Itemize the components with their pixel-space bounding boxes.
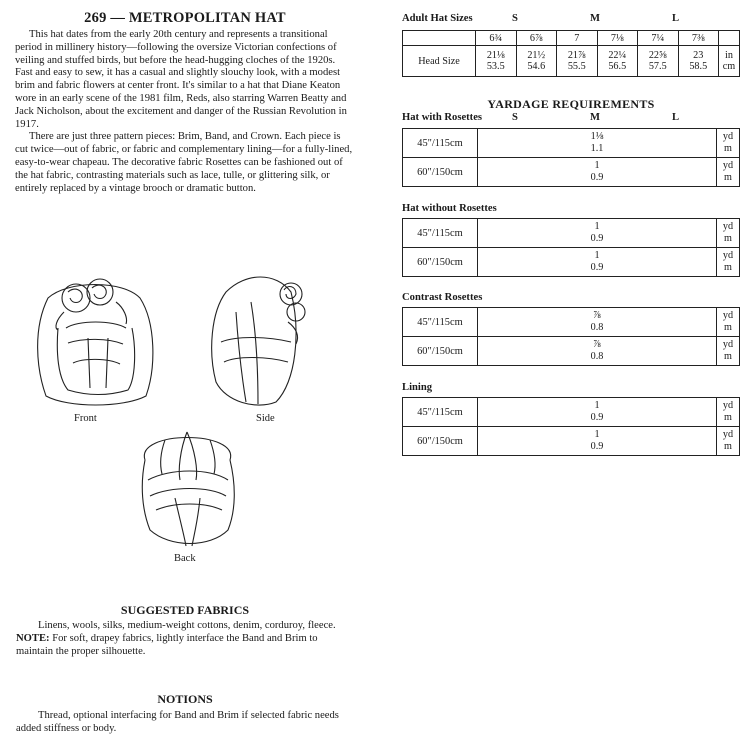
hat-size-cell: 7⅜: [678, 31, 719, 46]
yardage-group-m: M: [590, 112, 600, 123]
note-label: NOTE:: [16, 633, 50, 644]
hat-size-cell: 7: [557, 31, 598, 46]
fabrics-list: Linens, wools, silks, medium-weight cottons, denim, corduroy, fleece.: [38, 620, 336, 631]
yardage-group-s: S: [512, 112, 518, 123]
yardage-table: 45"/115cm 1 0.9 yd m 60"/150cm 1 0.9 yd m: [402, 218, 740, 277]
hat-size-cell: 7⅛: [597, 31, 638, 46]
page-title: 269 — METROPOLITAN HAT: [84, 10, 286, 26]
suggested-fabrics-text: [16, 619, 356, 658]
front-caption: Front: [74, 413, 97, 424]
head-size-label: Head Size: [403, 46, 476, 77]
yardage-section-title: Lining: [402, 382, 433, 393]
notions-heading: NOTIONS: [157, 692, 213, 706]
hat-size-cell: 6⅞: [516, 31, 557, 46]
head-size-table: [402, 30, 740, 77]
head-size-cell: 22⅝ 57.5: [638, 46, 679, 77]
size-group-s: S: [512, 13, 518, 24]
description-paragraph: There are just three pattern pieces: Brim, Band, and Crown. Each piece is cut twice—out of fabric, or fabric and complementary lining—for a fully-lined, easy-to-wear chapeau. The decorative fabric Rosettes can be fashioned out of the hat fabric, contrasting materials such as lace, tulle, or glittering silk, or entirely replaced by a vintage brooch or dramatic button.: [15, 131, 353, 194]
yardage-table: 45"/115cm ⅞ 0.8 yd m 60"/150cm ⅞ 0.8 yd m: [402, 307, 740, 366]
yardage-title: YARDAGE REQUIREMENTS: [487, 97, 655, 111]
description: [15, 29, 355, 195]
notions-body: Thread, optional interfacing for Band and Brim if selected fabric needs added stiffness or body.: [16, 710, 339, 734]
head-size-cell: 22¼ 56.5: [597, 46, 638, 77]
side-caption: Side: [256, 413, 275, 424]
back-caption: Back: [174, 553, 196, 564]
yardage-table: 45"/115cm 1 0.9 yd m 60"/150cm 1 0.9 yd m: [402, 397, 740, 456]
suggested-fabrics-heading: SUGGESTED FABRICS: [120, 603, 250, 617]
head-size-cell: 21⅞ 55.5: [557, 46, 598, 77]
yardage-section-title: Contrast Rosettes: [402, 292, 483, 303]
hat-size-cell: 6¾: [476, 31, 517, 46]
head-size-cell: 21⅛ 53.5: [476, 46, 517, 77]
yardage-section-title: Hat without Rosettes: [402, 203, 497, 214]
hat-side-illustration: [196, 262, 326, 412]
note-text: For soft, drapey fabrics, lightly interface the Band and Brim to maintain the proper silhouette.: [16, 633, 318, 657]
hat-back-illustration: [120, 410, 255, 552]
yardage-group-l: L: [672, 112, 680, 123]
corner-cell: [403, 31, 476, 46]
hat-size-cell: 7¼: [638, 31, 679, 46]
yardage-table: 45"/115cm 1⅛ 1.1 yd m 60"/150cm 1 0.9 yd m: [402, 128, 740, 187]
description-paragraph: This hat dates from the early 20th century and represents a transitional period in millinery history—following the oversize Victorian confections of veiling and stuffed birds, but before the head-hugging cloches of the 1920s. Fast and easy to sew, it has a casual and slightly slouchy look, with a modest brim and fabric flowers at center front. It's similar to a hat that Diane Keaton wore in an early scene of the 1981 film, Reds, also starring Warren Beatty and Jack Nicholson, about the excitement and danger of the Russian Revolution in 1917.: [15, 29, 347, 130]
unit-corner-cell: [719, 31, 740, 46]
notions-text: [16, 709, 356, 735]
size-group-l: L: [672, 13, 680, 24]
yardage-section-title: Hat with Rosettes: [402, 112, 483, 123]
size-group-m: M: [590, 13, 600, 24]
head-size-cell: 23 58.5: [678, 46, 719, 77]
sizes-label: Adult Hat Sizes: [402, 13, 473, 24]
unit-cell: in cm: [719, 46, 740, 77]
head-size-cell: 21½ 54.6: [516, 46, 557, 77]
hat-front-illustration: [28, 268, 163, 413]
